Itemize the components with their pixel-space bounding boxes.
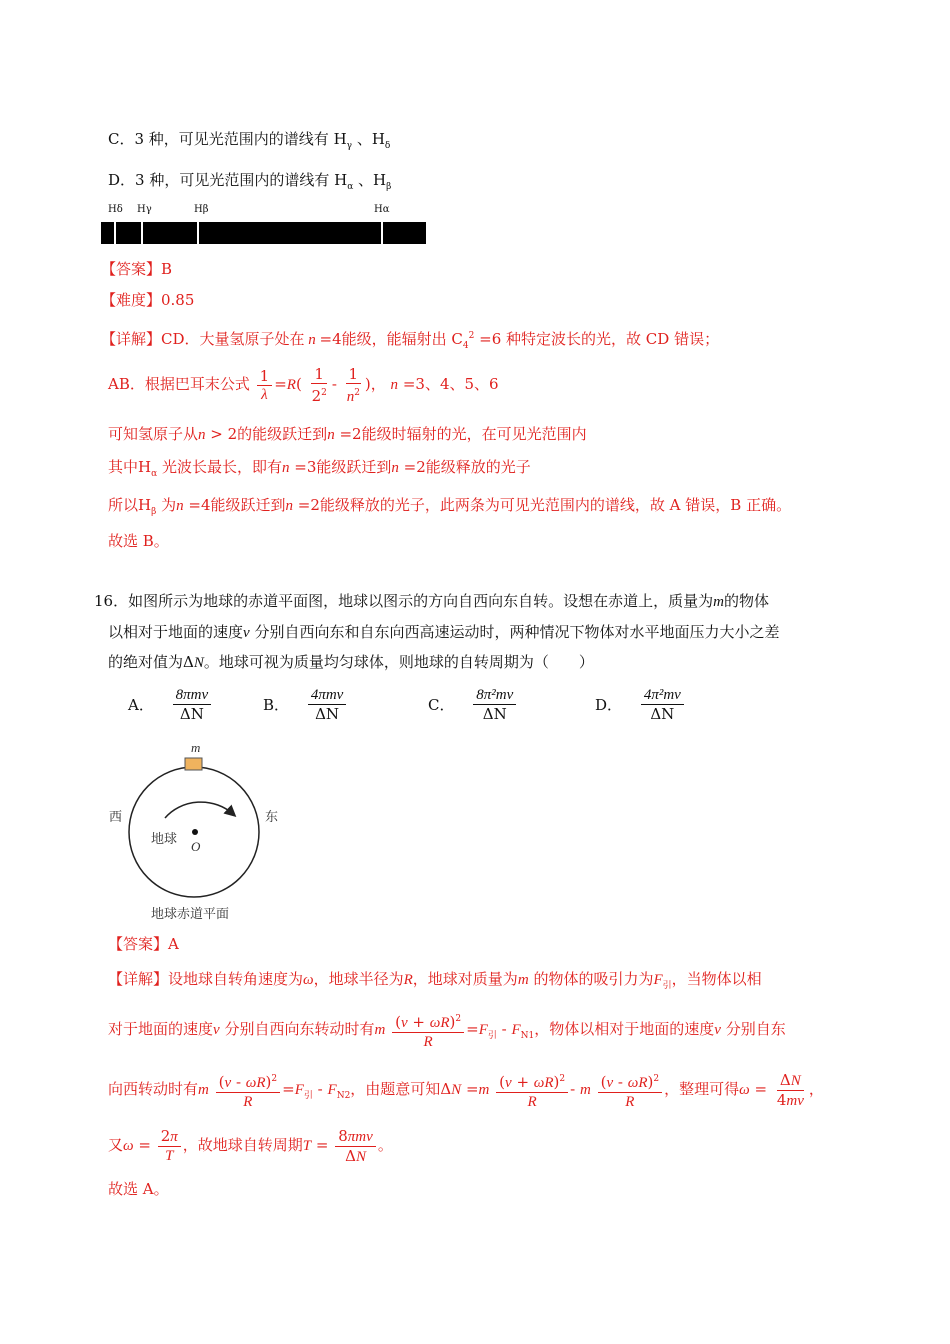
spectrum-line-gamma [141,222,143,244]
spectrum-line-beta [197,222,199,244]
detail-prev-line2: AB．根据巴耳末公式 $\frac{1}{\lambda}$ =R( $\frac{1}{2^2}$ - $\frac{1}{n^2}$ )， n =3、4、5、6 [108,364,499,405]
text: 分别自西向东和自东向西高速运动时，两种情况下物体对水平地面压力大小之差 [254,623,780,641]
option-label: B． [263,696,290,714]
q16-option-b[interactable] [263,686,348,723]
text: ，故地球自转周期 [182,1136,303,1154]
spectrum-label-gamma: Hγ [137,204,152,215]
text: ，由题意可知 [350,1080,441,1098]
option-c-lines: $H_\gamma$ 、$H_\delta$ [328,130,391,151]
text: 能级时辐射的光，在可见光范围内 [361,425,587,443]
formula-delta-n-1: $\frac{(v + \omega R)^2}{R}$ [496,1070,568,1111]
denominator: ΔN [315,705,340,723]
mass-label: m [191,740,201,755]
text: 16．如图所示为地球的赤道平面图，地球以图示的方向自西向东自转。设想在赤道上，质量为 [94,592,714,610]
center-label: O [191,839,201,854]
text: 以相对于地面的速度 [108,623,244,641]
denominator: ΔN [179,705,204,723]
text: 的绝对值为 [108,653,184,671]
numerator: 4π²mv [641,686,684,705]
option-d [108,169,391,198]
q16-option-d[interactable] [595,686,686,723]
text: 。 [377,1136,393,1154]
q16-stem-line2: 以相对于地面的速度v 分别自西向东和自东向西高速运动时，两种情况下物体对水平地面压力大小之差 [108,623,780,641]
numerator: 8π²mv [473,686,516,705]
formula-centripetal-east: $\frac{(v + \omega R)^2}{R}$ [392,1010,464,1051]
spectrum-line-delta [114,222,116,244]
q16-stem-line3: 的绝对值为ΔN。地球可视为质量均匀球体，则地球的自转周期为（ ） [108,653,594,671]
text: 向西转动时有 [108,1080,199,1098]
q16-stem-line1: 16．如图所示为地球的赤道平面图，地球以图示的方向自西向东自转。设想在赤道上，质量为m的物体 [94,592,769,610]
spectrum-bar [101,222,426,244]
option-label: C． [428,696,455,714]
text: 能级，能辐射出 [341,330,447,348]
formula-inv-nsq: $\frac{1}{n^2}$ [346,364,360,405]
formula-delta-n-2: $\frac{(v - \omega R)^2}{R}$ [598,1070,663,1111]
q16-detail-line2: 对于地面的速度v 分别自西向东转动时有m $\frac{(v + \omega R)^2}{R}$ $=F_引 - F_{N1}$，物体以相对于地面的速度v 分别自东 [108,1008,786,1057]
text: 【详解】设地球自转角速度为 [108,970,304,988]
denominator: ΔN [482,705,507,723]
numerator: 8πmv [173,686,212,705]
rotation-arrow-icon [165,802,233,818]
text: 分别自西向东转动时有 [224,1020,375,1038]
text: 光波长最长，即有 [161,458,282,476]
q16-option-a[interactable] [128,686,213,723]
spectrum-label-beta: Hβ [194,204,209,215]
denominator: ΔN [650,705,675,723]
option-d-text: D．3 种，可见光范围内的谱线有 [108,171,330,189]
detail-prev-line1: 【详解】CD．大量氢原子处在 n =4能级，能辐射出 $C_4^2 =6$ 种特定波长的光，故 CD 错误； [101,330,720,351]
text: 可知氢原子从 [108,425,199,443]
q16-detail-line4: 又ω = $\frac{2\pi}{T}$ ，故地球自转周期T = $\frac{\text{8πmv}}{\Delta N}$ 。 [108,1126,393,1165]
formula-inv-2sq: $\frac{1}{2^2}$ [311,365,327,405]
spectrum-line-alpha [381,222,383,244]
text: ，地球对质量为 [412,970,518,988]
detail-prev-line4: 其中$H_\alpha$ 光波长最长，即有n =3能级跃迁到n =2能级释放的光子 [108,458,531,479]
option-fraction [173,686,212,723]
option-d-lines: $H_\alpha$ 、$H_\beta$ [329,171,392,192]
spectrum-label-delta: Hδ [108,204,123,215]
option-fraction [473,686,516,723]
answer-prev: 【答案】B [101,260,173,278]
west-label: 西 [109,810,123,825]
text: 能级释放的光子 [425,458,531,476]
text: 又 [108,1136,124,1154]
option-fraction [641,686,684,723]
text: 分别自东 [725,1020,786,1038]
text: ，当物体以相 [671,970,762,988]
text: 。地球可视为质量均匀球体，则地球的自转周期为（ ） [203,653,594,671]
formula-omega-period: $\frac{2\pi}{T}$ [158,1127,181,1165]
detail-prev-line5: 所以$H_\beta$ 为n =4能级跃迁到n =2能级释放的光子，此两条为可见光范围内的谱线，故 A 错误，B 正确。 [108,496,792,517]
q16-detail-line1: 【详解】设地球自转角速度为ω，地球半径为R，地球对质量为m 的物体的吸引力为$F_引$，当物体以相 [108,970,762,991]
q16-answer: 【答案】A [108,935,179,953]
text: 其中 [108,458,139,476]
text: 的物体 [723,592,769,610]
formula-inv-lambda: $\frac{1}{\lambda}$ [257,367,273,404]
option-fraction [308,686,347,723]
detail-prev-line3: 可知氢原子从n > 2的能级跃迁到n =2能级时辐射的光，在可见光范围内 [108,425,587,443]
q16-detail-line5: 故选 A。 [108,1180,169,1198]
option-c-text: C．3 种，可见光范围内的谱线有 [108,130,329,148]
text: 能级跃迁到 [210,496,286,514]
text: 对于地面的速度 [108,1020,214,1038]
east-label: 东 [265,810,279,825]
text: AB．根据巴耳末公式 [108,375,250,393]
spectrum-label-alpha: Hα [374,204,390,215]
text: 所以 [108,496,139,514]
option-label: D． [595,696,623,714]
text: 种特定波长的光，故 CD 错误； [506,330,720,348]
earth-equator-diagram [100,736,300,926]
detail-prev-line6: 故选 B。 [108,532,169,550]
earth-label: 地球 [151,832,178,847]
text: 为 [161,496,177,514]
q16-option-c[interactable] [428,686,518,723]
formula-omega: $\frac{\Delta N}{4mv}$ [776,1070,804,1109]
formula-period: $\frac{\text{8πmv}}{\Delta N}$ [335,1127,376,1166]
text: 能级释放的光子，此两条为可见光范围内的谱线，故 A 错误，B 正确。 [319,496,792,514]
text: 的能级跃迁到 [237,425,328,443]
mass-block [185,758,202,770]
text: 能级跃迁到 [316,458,392,476]
numerator: 4πmv [308,686,347,705]
difficulty-prev: 【难度】0.85 [101,291,195,309]
q16-detail-line3: 向西转动时有m $\frac{(v - \omega R)^2}{R}$ $=F_引 - F_{N2}$，由题意可知ΔN =m $\frac{(v + \omega R)^2}{R}$ - m $\frac{(v - \omega R)^2}{R}$ ，整理可得ω = $\frac{\Delta N}{4mv}$ ， [108,1070,824,1110]
formula-centripetal-west: $\frac{(v - \omega R)^2}{R}$ [216,1070,281,1111]
text: ，地球半径为 [313,970,404,988]
text: ，物体以相对于地面的速度 [534,1020,715,1038]
figure-caption: 地球赤道平面 [151,907,230,922]
text: 的物体的吸引力为 [533,970,654,988]
text: 【详解】CD．大量氢原子处在 [101,330,305,348]
text: ，整理可得 [664,1080,740,1098]
option-label: A． [128,696,154,714]
center-point [192,829,198,835]
option-c [108,128,390,157]
text: 、4、5、6 [424,375,499,393]
